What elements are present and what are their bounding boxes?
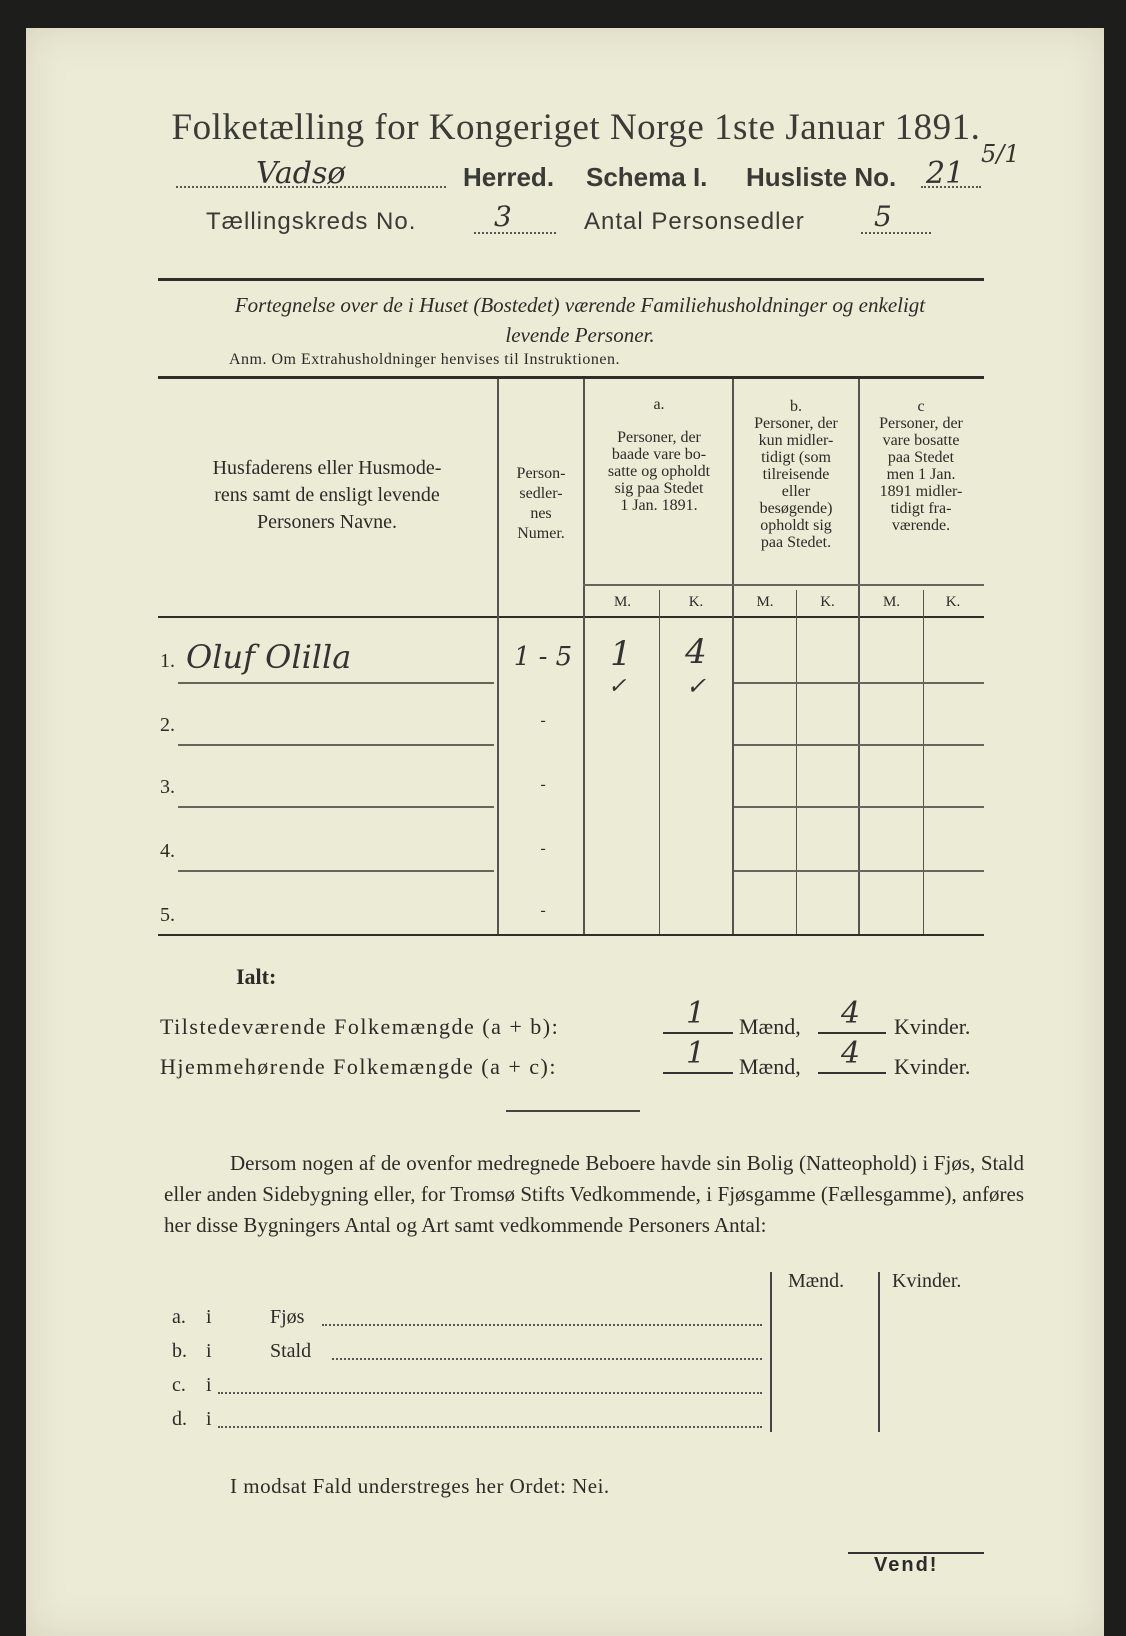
resident-men: 1 bbox=[686, 1036, 706, 1071]
dotted-line bbox=[218, 1426, 762, 1428]
row-line bbox=[734, 682, 984, 684]
col-header-c: c Personer, der vare bosatte paa Stedet men 1 Jan. 1891 midler- tidigt fra- værende. bbox=[879, 398, 963, 534]
nei-instruction: I modsat Fald understreges her Ordet: Nei. bbox=[230, 1474, 610, 1498]
col-header-name: Husfaderens eller Husmode- rens samt de ensligt levende Personers Navne. bbox=[212, 457, 442, 533]
maend-label: Mænd, bbox=[739, 1054, 801, 1079]
place-name: Vadsø bbox=[256, 156, 346, 191]
personsedler-range: - bbox=[540, 776, 546, 793]
check-mark: ✓ bbox=[686, 672, 707, 700]
b-m-label: M. bbox=[756, 594, 774, 610]
personsedler-label: Antal Personsedler bbox=[584, 208, 805, 235]
col-divider bbox=[497, 379, 499, 934]
item-i: i bbox=[206, 1306, 212, 1328]
col-divider bbox=[878, 1272, 880, 1432]
herred-label: Herred. bbox=[463, 162, 555, 192]
c-k-label: K. bbox=[945, 594, 961, 610]
person-name: Oluf Olilla bbox=[186, 638, 352, 676]
outbuilding-paragraph: Dersom nogen af de ovenfor medregnede Beboere havde sin Bolig (Natteophold) i Fjøs, Stald eller anden Sidebygning eller, for Tromsø Stifts Vedkommende, i Fjøsgamme (Fællesgamme), anføres her disse Bygningers Antal og Art samt vedkommende Personers Antal: bbox=[164, 1151, 1024, 1237]
mk-divider bbox=[659, 590, 660, 934]
c-m-label: M. bbox=[882, 594, 901, 610]
a-k-label: K. bbox=[688, 594, 704, 610]
kreds-label: Tællingskreds No. bbox=[206, 208, 417, 235]
row-line bbox=[178, 870, 494, 872]
a-m-label: M. bbox=[613, 594, 632, 610]
husliste-number: 21 bbox=[926, 156, 965, 191]
personsedler-range: 1 - 5 bbox=[513, 642, 573, 672]
separator-rule bbox=[506, 1110, 640, 1112]
kvinder-col-header: Kvinder. bbox=[892, 1270, 962, 1292]
ialt-label: Ialt: bbox=[236, 964, 277, 989]
schema-label: Schema I. bbox=[586, 162, 708, 192]
personsedler-dotted-line bbox=[861, 232, 931, 234]
col-divider bbox=[583, 379, 585, 934]
personsedler-range: - bbox=[540, 840, 546, 857]
vend-label: Vend! bbox=[874, 1554, 939, 1576]
item-label: Stald bbox=[270, 1340, 312, 1362]
col-header-number: Person- sedler- nes Numer. bbox=[516, 465, 566, 542]
item-i: i bbox=[206, 1408, 212, 1430]
col-header-b: b. Personer, der kun midler- tidigt (som tilreisende eller besøgende) opholdt sig paa Stedet. bbox=[754, 398, 838, 551]
personsedler-range: - bbox=[540, 902, 546, 919]
item-letter: a. bbox=[172, 1306, 186, 1328]
maend-label: Mænd, bbox=[739, 1014, 801, 1039]
col-header-a: a. Personer, der baade vare bo- satte og opholdt sig paa Stedet 1 Jan. 1891. bbox=[607, 396, 711, 514]
row-number: 1. bbox=[160, 650, 175, 672]
personsedler-range: - bbox=[540, 712, 546, 729]
row-line bbox=[178, 806, 494, 808]
personsedler-number: 5 bbox=[874, 200, 892, 233]
row-number: 5. bbox=[160, 904, 175, 926]
item-letter: d. bbox=[172, 1408, 187, 1430]
item-i: i bbox=[206, 1340, 212, 1362]
resident-label: Hjemmehørende Folkemængde (a + c): bbox=[160, 1054, 557, 1079]
answer-line bbox=[818, 1072, 886, 1074]
anm-note: Anm. Om Extrahusholdninger henvises til Instruktionen. bbox=[229, 351, 620, 368]
kreds-number: 3 bbox=[494, 200, 512, 233]
mk-divider bbox=[923, 590, 924, 934]
dotted-line bbox=[332, 1358, 762, 1360]
dotted-line bbox=[218, 1392, 762, 1394]
a-men-count: 1 bbox=[610, 634, 632, 674]
dotted-line bbox=[322, 1324, 762, 1326]
mk-header-rule bbox=[583, 584, 984, 586]
row-line bbox=[734, 806, 984, 808]
header-rule bbox=[158, 278, 984, 281]
present-label: Tilstedeværende Folkemængde (a + b): bbox=[160, 1014, 560, 1039]
row-number: 2. bbox=[160, 714, 175, 736]
row-line bbox=[178, 744, 494, 746]
kvinder-label: Kvinder. bbox=[894, 1054, 971, 1079]
intro-text bbox=[130, 290, 1030, 350]
col-divider bbox=[770, 1272, 772, 1432]
item-letter: b. bbox=[172, 1340, 187, 1362]
resident-women: 4 bbox=[841, 1036, 861, 1071]
present-women: 4 bbox=[841, 996, 861, 1031]
item-letter: c. bbox=[172, 1374, 186, 1396]
answer-line bbox=[663, 1032, 733, 1034]
row-line bbox=[734, 744, 984, 746]
row-line bbox=[178, 682, 494, 684]
husliste-label: Husliste No. bbox=[746, 162, 897, 192]
row-line bbox=[734, 870, 984, 872]
page-title: Folketælling for Kongeriget Norge 1ste Januar 1891. bbox=[171, 107, 981, 148]
intro-line-1: Fortegnelse over de i Huset (Bostedet) værende Familiehusholdninger og enkeligt bbox=[234, 293, 926, 317]
answer-line bbox=[663, 1072, 733, 1074]
census-sheet bbox=[26, 28, 1104, 1636]
intro-line-2: levende Personer. bbox=[505, 323, 655, 347]
table-bottom-rule bbox=[158, 934, 984, 936]
row-number: 3. bbox=[160, 776, 175, 798]
kreds-dotted-line bbox=[474, 232, 556, 234]
item-label: Fjøs bbox=[270, 1306, 305, 1328]
row-number: 4. bbox=[160, 840, 175, 862]
mk-divider bbox=[796, 590, 797, 934]
check-mark: ✓ bbox=[608, 674, 627, 699]
b-k-label: K. bbox=[820, 594, 835, 610]
a-women-count: 4 bbox=[685, 632, 707, 672]
husliste-extra: 5/1 bbox=[981, 140, 1020, 168]
maend-col-header: Mænd. bbox=[788, 1270, 845, 1292]
table-header-rule bbox=[158, 616, 984, 618]
present-men: 1 bbox=[686, 996, 706, 1031]
answer-line bbox=[818, 1032, 886, 1034]
table-top-rule bbox=[158, 376, 984, 379]
item-i: i bbox=[206, 1374, 212, 1396]
kvinder-label: Kvinder. bbox=[894, 1014, 971, 1039]
